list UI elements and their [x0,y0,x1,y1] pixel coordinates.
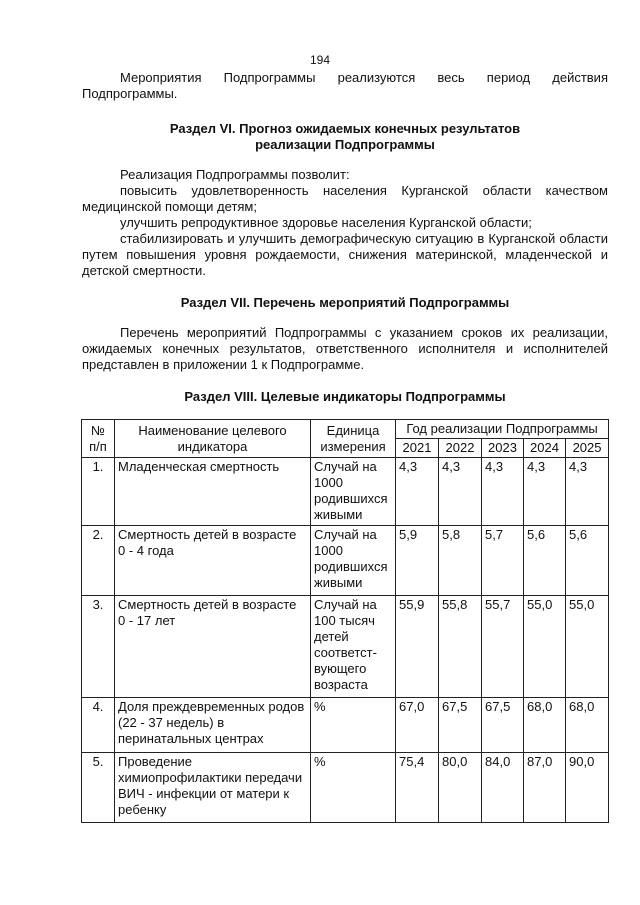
header-years: Год реализации Подпрограммы [396,420,609,439]
unit-cell: % [311,753,396,823]
table-row [82,526,609,596]
row-number: 1. [82,458,115,526]
value-cell: 67,5 [482,698,524,753]
header-year: 2021 [396,439,439,458]
value-cell: 4,3 [482,458,524,526]
indicator-name: Младенческая смертность [115,458,311,526]
value-cell: 55,0 [566,596,609,698]
header-unit: Единица измерения [311,420,396,458]
value-cell: 67,5 [439,698,482,753]
value-cell: 55,7 [482,596,524,698]
value-cell: 55,8 [439,596,482,698]
value-cell: 67,0 [396,698,439,753]
value-cell: 5,6 [524,526,566,596]
unit-cell: Случай на 1000 родившихся живыми [311,526,396,596]
row-number: 4. [82,698,115,753]
indicators-table [81,419,609,823]
indicator-name: Проведение химиопрофилактики передачи ВИЧ - инфекции от матери к ребенку [115,753,311,823]
value-cell: 75,4 [396,753,439,823]
value-cell: 80,0 [439,753,482,823]
section6-paragraph-2: повысить удовлетворенность населения Курганской области качеством медицинской помощи детям; [82,183,608,214]
header-year: 2024 [524,439,566,458]
header-year: 2025 [566,439,609,458]
indicator-name: Смертность детей в возрасте 0 - 17 лет [115,596,311,698]
value-cell: 4,3 [396,458,439,526]
value-cell: 4,3 [439,458,482,526]
row-number: 5. [82,753,115,823]
value-cell: 5,8 [439,526,482,596]
value-cell: 4,3 [524,458,566,526]
value-cell: 5,7 [482,526,524,596]
value-cell: 55,0 [524,596,566,698]
indicator-name: Доля преждевременных родов (22 - 37 недель) в перинатальных центрах [115,698,311,753]
intro-line2: Подпрограммы. [82,86,178,101]
section7-heading: Раздел VII. Перечень мероприятий Подпрограммы [180,295,510,310]
unit-cell: % [311,698,396,753]
section6-paragraph-1: Реализация Подпрограммы позволит: [120,167,350,182]
value-cell: 84,0 [482,753,524,823]
section7-paragraph: Перечень мероприятий Подпрограммы с указанием сроков их реализации, ожидаемых конечных результатов, ответственного исполнителя и исполнителей представлен в приложении 1 к Подпрограмме. [82,325,608,372]
header-number: № п/п [82,420,115,458]
section6-paragraph-4: стабилизировать и улучшить демографическую ситуацию в Курганской области путем повышения уровня рождаемости, снижения материнской, младенческой и детской смертности. [82,231,608,278]
row-number: 3. [82,596,115,698]
row-number: 2. [82,526,115,596]
value-cell: 5,6 [566,526,609,596]
page-number: 194 [309,53,331,67]
header-year: 2022 [439,439,482,458]
header-indicator-name: Наименование целевого индикатора [115,420,311,458]
value-cell: 55,9 [396,596,439,698]
indicator-name: Смертность детей в возрасте 0 - 4 года [115,526,311,596]
value-cell: 87,0 [524,753,566,823]
value-cell: 68,0 [524,698,566,753]
unit-cell: Случай на 100 тысяч детей соответст-вующего возраста [311,596,396,698]
value-cell: 4,3 [566,458,609,526]
value-cell: 68,0 [566,698,609,753]
value-cell: 90,0 [566,753,609,823]
table-row [82,753,609,823]
table-row [82,458,609,526]
table-row [82,698,609,753]
intro-line1: Мероприятия Подпрограммы реализуются весь период действия [120,70,608,85]
section6-heading-line2: реализации Подпрограммы [255,137,435,152]
value-cell: 5,9 [396,526,439,596]
section6-heading-line1: Раздел VI. Прогноз ожидаемых конечных результатов [169,121,521,136]
table-row [82,596,609,698]
header-year: 2023 [482,439,524,458]
unit-cell: Случай на 1000 родившихся живыми [311,458,396,526]
section8-heading: Раздел VIII. Целевые индикаторы Подпрограммы [184,389,506,404]
section6-paragraph-3: улучшить репродуктивное здоровье населения Курганской области; [120,215,532,230]
